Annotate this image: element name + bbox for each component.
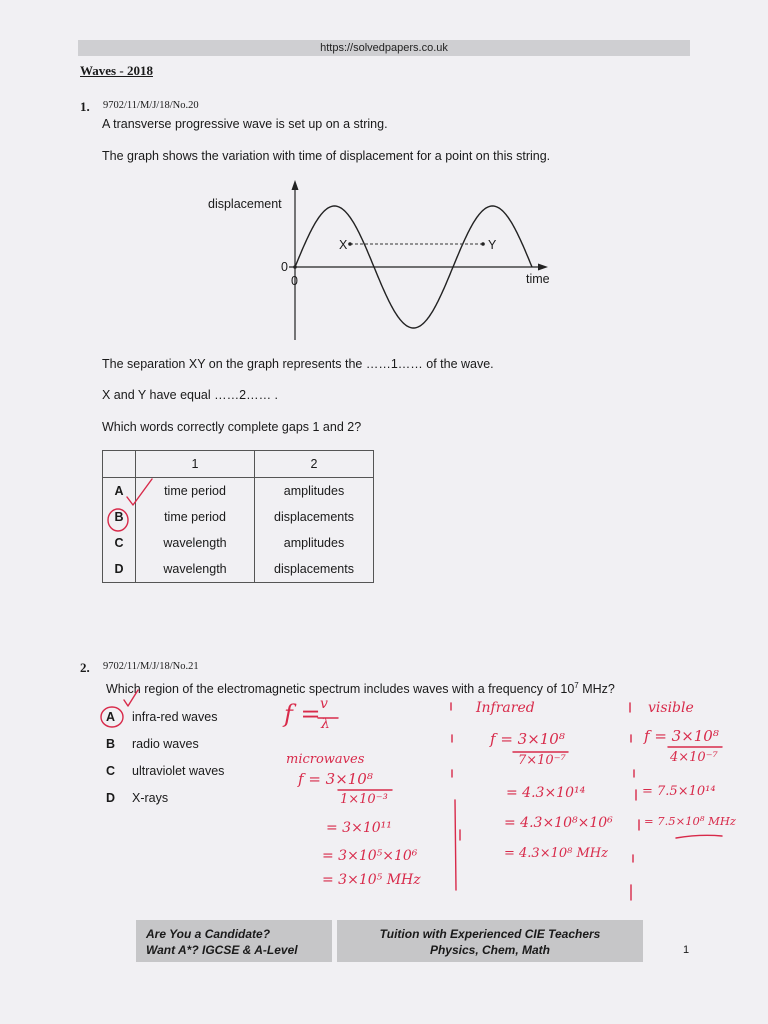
hw-ir1: f = 3×10⁸ (490, 730, 565, 748)
footer-ad-middle[interactable] (337, 920, 643, 962)
hw-mw3: = 3×10⁵×10⁶ (322, 848, 418, 864)
question-1-line2: The graph shows the variation with time of displacement for a point on this string. (102, 149, 551, 163)
option-text: ultraviolet waves (132, 764, 225, 778)
table-cell: amplitudes (255, 530, 374, 556)
question-1-ref: 9702/11/M/J/18/No.20 (103, 100, 199, 111)
hw-mw1: f = 3×10⁸ (298, 770, 373, 788)
question-2-text (106, 681, 615, 696)
option-letter: D (103, 556, 136, 583)
footer-ad-left[interactable] (136, 920, 332, 962)
page-title: Waves - 2018 (80, 63, 153, 78)
hw-ir3: = 4.3×10⁸×10⁶ (504, 815, 613, 831)
graph-point-x: X (339, 238, 348, 252)
graph-zero-x: 0 (291, 274, 298, 288)
table-cell: displacements (255, 556, 374, 583)
table-row[interactable] (103, 556, 374, 583)
graph-point-y: Y (488, 238, 497, 252)
question-2-text-pre: Which region of the electromagnetic spectrum includes waves with a frequency of 10 (106, 682, 575, 697)
hw-vis2: = 7.5×10¹⁴ (642, 784, 716, 799)
question-1-gap2: X and Y have equal ……2…… . (102, 388, 279, 402)
table-row[interactable] (103, 504, 374, 530)
option-a[interactable] (106, 710, 217, 724)
table-cell: time period (136, 478, 255, 505)
question-1-line1: A transverse progressive wave is set up on a string. (102, 117, 388, 131)
question-2-number: 2. (80, 660, 90, 675)
table-header-cell: 1 (136, 451, 255, 478)
table-row[interactable] (103, 530, 374, 556)
option-letter: D (106, 791, 116, 805)
footer-mid-line2: Physics, Chem, Math (429, 943, 551, 957)
question-1-number: 1. (80, 99, 90, 114)
url-banner[interactable]: https://solvedpapers.co.uk (78, 40, 690, 56)
graph-zero-y: 0 (281, 260, 288, 274)
hw-visible: visible (648, 700, 694, 716)
table-header-cell: 2 (255, 451, 374, 478)
option-b[interactable] (106, 737, 199, 751)
table-cell: wavelength (136, 556, 255, 583)
hw-ir4: = 4.3×10⁸ MHz (504, 846, 608, 861)
table-cell: wavelength (136, 530, 255, 556)
hw-mw1d: 1×10⁻³ (340, 792, 388, 807)
hw-formula-f: f = (284, 700, 321, 728)
table-cell: displacements (255, 504, 374, 530)
table-cell: time period (136, 504, 255, 530)
option-text: infra-red waves (132, 710, 218, 724)
hw-infrared: Infrared (476, 700, 535, 716)
option-letter: C (103, 530, 136, 556)
question-1-gap1: The separation XY on the graph represents the ……1…… of the wave. (102, 357, 494, 371)
option-letter: C (106, 764, 116, 778)
hw-formula-v: v (320, 696, 328, 712)
footer-mid-line1: Tuition with Experienced CIE Teachers (379, 927, 601, 941)
hw-ir1d: 7×10⁻⁷ (518, 753, 566, 768)
option-text: radio waves (132, 737, 199, 751)
table-row[interactable] (103, 478, 374, 505)
option-letter: A (106, 710, 116, 724)
hw-formula-lambda: λ (321, 716, 330, 732)
option-d[interactable] (106, 791, 168, 805)
page-number: 1 (683, 944, 690, 956)
option-text: X-rays (132, 791, 169, 805)
option-letter: A (103, 478, 136, 505)
table-cell: amplitudes (255, 478, 374, 505)
table-header-cell (103, 451, 136, 478)
graph-x-label: time (526, 272, 550, 286)
footer-left-line1: Are You a Candidate? (146, 927, 271, 941)
table-header-row (103, 451, 374, 478)
hw-vis1: f = 3×10⁸ (644, 727, 719, 745)
option-c[interactable] (106, 764, 224, 778)
hw-mw2: = 3×10¹¹ (326, 820, 392, 836)
option-letter: B (103, 504, 136, 530)
hw-mw4: = 3×10⁵ MHz (322, 872, 421, 888)
question-2-exponent: 7 (574, 681, 579, 690)
answer-table (102, 450, 374, 583)
option-letter: B (106, 737, 116, 751)
question-2-ref: 9702/11/M/J/18/No.21 (103, 661, 199, 672)
hw-vis3: = 7.5×10⁸ MHz (644, 814, 736, 828)
question-2-text-post: MHz? (578, 682, 615, 697)
graph-y-label: displacement (208, 197, 282, 211)
question-1-prompt: Which words correctly complete gaps 1 and 2? (102, 420, 362, 434)
hw-microwaves: microwaves (286, 752, 365, 767)
footer-left-line2: Want A*? IGCSE & A-Level (146, 943, 298, 957)
hw-vis1d: 4×10⁻⁷ (670, 750, 718, 765)
hw-ir2: = 4.3×10¹⁴ (506, 785, 586, 801)
